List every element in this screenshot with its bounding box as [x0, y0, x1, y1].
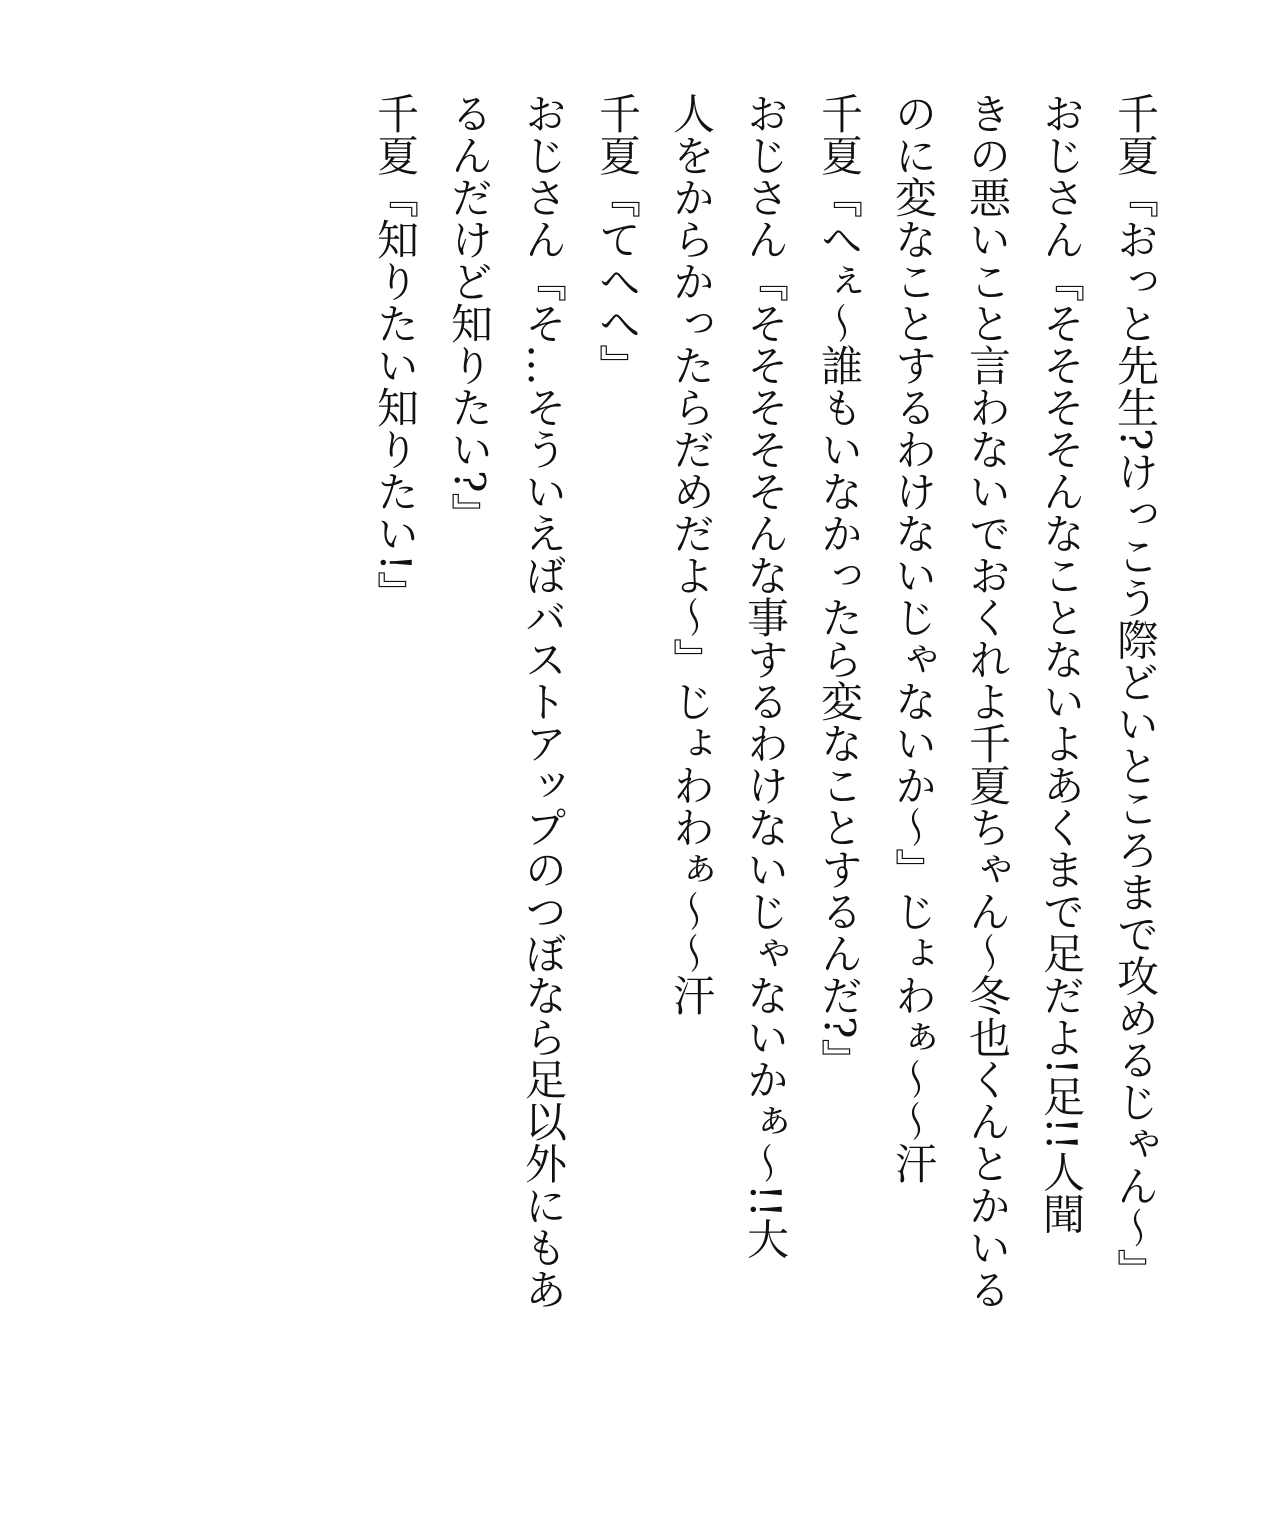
text-line-2: おじさん『そそそそんなことないよあくまで足だよ!足!!人聞	[1037, 92, 1086, 1235]
text-line-8: 千夏『てへへ』	[593, 92, 642, 386]
text-line-5: 千夏『へぇ〜誰もいなかったら変なことするんだ?』	[815, 92, 864, 1081]
text-line-9: おじさん『そ…そういえばバストアップのつぼなら足以外にもあ	[519, 92, 568, 1310]
vertical-text-block	[358, 92, 1172, 1492]
text-line-6: おじさん『そそそそそんな事するわけないじゃないかぁ〜!!大	[741, 92, 790, 1260]
text-line-10: るんだけど知りたい?』	[445, 92, 494, 535]
text-line-3: きの悪いこと言わないでおくれよ千夏ちゃん〜冬也くんとかいる	[963, 92, 1012, 1310]
text-line-7: 人をからかったらだめだよ〜』じょわわぁ〜〜汗	[667, 92, 716, 1016]
text-line-11: 千夏『知りたい知りたい!』	[371, 92, 420, 613]
text-line-1: 千夏『おっと先生?けっこう際どいところまで攻めるじゃん〜』	[1111, 92, 1160, 1291]
text-line-4: のに変なことするわけないじゃないか〜』じょわぁ〜〜汗	[889, 92, 938, 1184]
